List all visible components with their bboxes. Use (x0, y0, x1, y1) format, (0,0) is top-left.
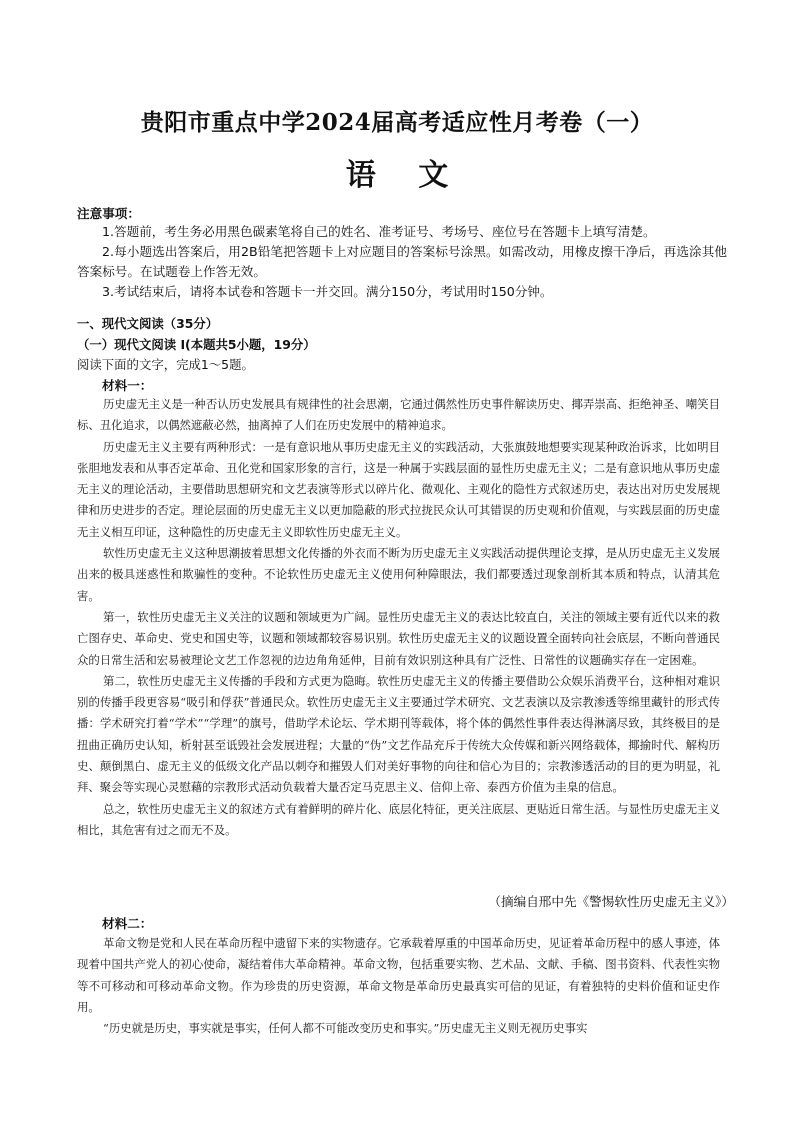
material-1-paragraph: 软性历史虚无主义这种思潮披着思想文化传播的外衣而不断为历史虚无主义实践活动提供理论支撑，是从历史虚无主义发展出来的极具迷惑性和欺骗性的变种。不论软性历史虚无主义使用何种障眼法，我们都要透过现象剖析其本质和特点，认清其危害。 (77, 546, 720, 603)
notice-list (77, 222, 727, 302)
material-1-paragraph: 第二，软性历史虚无主义传播的手段和方式更为隐晦。软性历史虚无主义的传播主要借助公众娱乐消费平台，这种相对难识别的传播手段更容易“吸引和俘获”普通民众。软性历史虚无主义主要通过学术研究、文艺表演以及宗教渗透等绵里藏针的形式传播：学术研究打着“学术”“学理”的旗号，借助学术论坛、学术期刊等载体，将个体的偶然性事件表达得淋漓尽致，其终极目的是扭曲正确历史认知，析射甚至诋毁社会发展进程；大量的“伪”文艺作品充斥于传统大众传媒和新兴网络载体，揶揄时代、解构历史、颠倒黑白、虚无主义的低级文化产品以刺夺和摧毁人们对美好事物的向往和信心为目的；宗教渗透活动的目的更为明显，礼拜、聚会等实现心灵慰藉的宗教形式活动负载着大量否定马克思主义、信仰上帝、泰西方价值为圭臬的信息。 (77, 673, 720, 795)
material-1-label: 材料一： (102, 378, 153, 393)
exam-title: 贵阳市重点中学2024届高考适应性月考卷（一） (140, 109, 654, 136)
reading-instruction: 阅读下面的文字，完成1～5题。 (77, 357, 254, 372)
material-1-source: （摘编自邢中先《警惕软性历史虚无主义》） (488, 894, 734, 909)
material-2-paragraph: “历史就是历史，事实就是事实，任何人都不可能改变历史和事实。”历史虚无主义则无视历史事实 (103, 1021, 588, 1036)
material-2-paragraph: 革命文物是党和人民在革命历程中遗留下来的实物遗存。它承载着厚重的中国革命历史，见证着革命历程中的感人事迹，体现着中国共产党人的初心使命，凝结着伟大革命精神。革命文物，包括重要实物、艺术品、文献、手稿、图书资料、代表性实物等不可移动和可移动革命文物。作为珍贵的历史资源，革命文物是革命历史最真实可信的见证，有着独特的史料价值和证史作用。 (77, 936, 720, 1014)
material-2-label: 材料二： (102, 916, 153, 931)
material-1-body (77, 394, 720, 841)
subsection-heading: （一）现代文阅读 I(本题共5小题，19分） (77, 337, 316, 352)
notice-heading: 注意事项： (77, 206, 140, 221)
section-heading: 一、现代文阅读（35分） (77, 316, 219, 331)
material-1-paragraph: 总之，软性历史虚无主义的叙述方式有着鲜明的碎片化、底层化特征，更关注底层、更贴近日常生活。与显性历史虚无主义相比，其危害有过之而无不及。 (77, 801, 720, 837)
material-1-paragraph: 第一，软性历史虚无主义关注的议题和领域更为广阔。显性历史虚无主义的表达比较直白，关注的领域主要有近代以来的救亡图存史、革命史、党史和国史等，议题和领域都较容易识别。软性历史虚无主义的议题设置全面转向社会底层，不断向普通民众的日常生活和宏易被理论文艺工作忽视的边边角角延伸，目前有效识别这种具有广泛性、日常性的议题确实存在一定困难。 (77, 609, 720, 667)
notice-item-3: 3.考试结束后，请将本试卷和答题卡一并交回。满分150分，考试用时150分钟。 (102, 284, 553, 299)
notice-item-1: 1.答题前，考生务必用黑色碳素笔将自己的姓名、准考证号、考场号、座位号在答题卡上填写清楚。 (102, 224, 656, 239)
subject-title: 语 文 (345, 158, 465, 193)
material-1-paragraph: 历史虚无主义是一种否认历史发展具有规律性的社会思潮，它通过偶然性历史事件解读历史、揶弄崇高、拒绝神圣、嘲笑目标、丑化追求，以偶然遮蔽必然，抽离掉了人们在历史发展中的精神追求。 (77, 397, 720, 433)
material-2-body (77, 933, 720, 1039)
notice-item-2: 2.每小题选出答案后，用2B铅笔把答题卡上对应题目的答案标号涂黑。如需改动，用橡皮擦干净后，再选涂其他答案标号。在试题卷上作答无效。 (77, 244, 727, 279)
material-1-paragraph: 历史虚无主义主要有两种形式：一是有意识地从事历史虚无主义的实践活动，大张旗鼓地想要实现某种政治诉求，比如明目张胆地发表和从事否定革命、丑化党和国家形象的言行，这是一种属于实践层面的显性历史虚无主义；二是有意识地从事历史虚无主义的理论活动，主要借助思想研究和文艺表演等形式以碎片化、微观化、主观化的隐性方式叙述历史，表达出对历史发展规律和历史进步的否定。理论层面的历史虚无主义以更加隐蔽的形式拉拢民众认可其错误的历史观和价值观，与实践层面的历史虚无主义相互印证，这种隐性的历史虚无主义即软性历史虚无主义。 (77, 439, 720, 539)
